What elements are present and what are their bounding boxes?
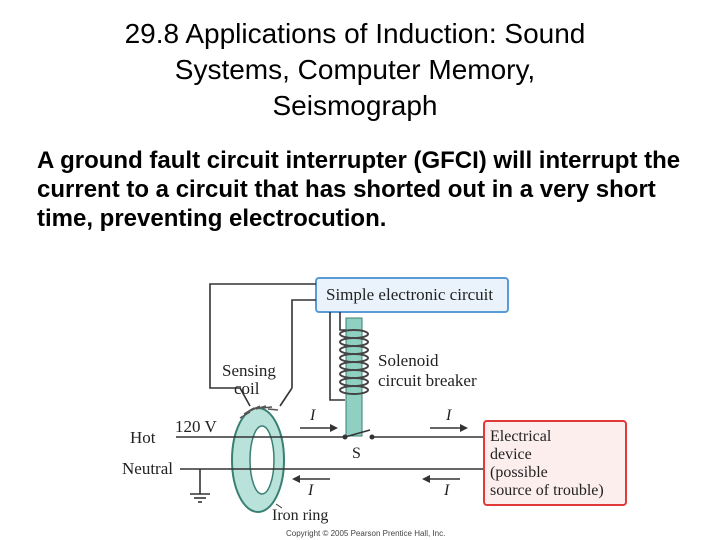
current-label-2: I <box>446 407 452 424</box>
switch-contact <box>343 435 348 440</box>
sensing-label-2: coil <box>234 379 260 398</box>
current-label-3: I <box>308 482 314 499</box>
solenoid-label-1: Solenoid <box>378 351 439 370</box>
gfci-diagram <box>0 270 720 540</box>
device-label-3: (possible <box>490 464 548 481</box>
copyright-text: Copyright © 2005 Pearson Prentice Hall, Inc. <box>286 529 446 538</box>
body-paragraph: A ground fault circuit interrupter (GFCI) will interrupt the current to a circuit that has shorted out in a very short time, preventing electrocution. <box>37 147 681 232</box>
title-line-3: Seismograph <box>272 90 438 121</box>
slide-title <box>40 16 670 124</box>
hot-label: Hot <box>130 428 156 447</box>
current-label-1: I <box>310 407 316 424</box>
switch-contact-2 <box>370 435 375 440</box>
device-label-1: Electrical <box>490 428 552 445</box>
switch-label: S <box>352 445 361 462</box>
title-line-1: 29.8 Applications of Induction: Sound <box>124 18 586 49</box>
simple-circuit-label: Simple electronic circuit <box>326 285 494 304</box>
current-arrow-hot-right <box>430 424 468 432</box>
iron-ring-label: Iron ring <box>272 507 329 524</box>
voltage-label: 120 V <box>175 417 217 436</box>
sensing-label-1: Sensing <box>222 361 276 380</box>
ground-icon <box>190 494 210 502</box>
device-label-2: device <box>490 446 532 463</box>
current-arrow-neutral-right <box>422 475 460 483</box>
device-label-4: source of trouble) <box>490 482 604 499</box>
current-arrow-hot-left <box>300 424 338 432</box>
sensing-coil-lead-2 <box>280 388 292 406</box>
solenoid-label-2: circuit breaker <box>378 371 477 390</box>
title-line-2: Systems, Computer Memory, <box>174 54 536 85</box>
circuit-wire-left-2 <box>292 300 316 388</box>
current-label-4: I <box>444 482 450 499</box>
neutral-label: Neutral <box>122 459 173 478</box>
